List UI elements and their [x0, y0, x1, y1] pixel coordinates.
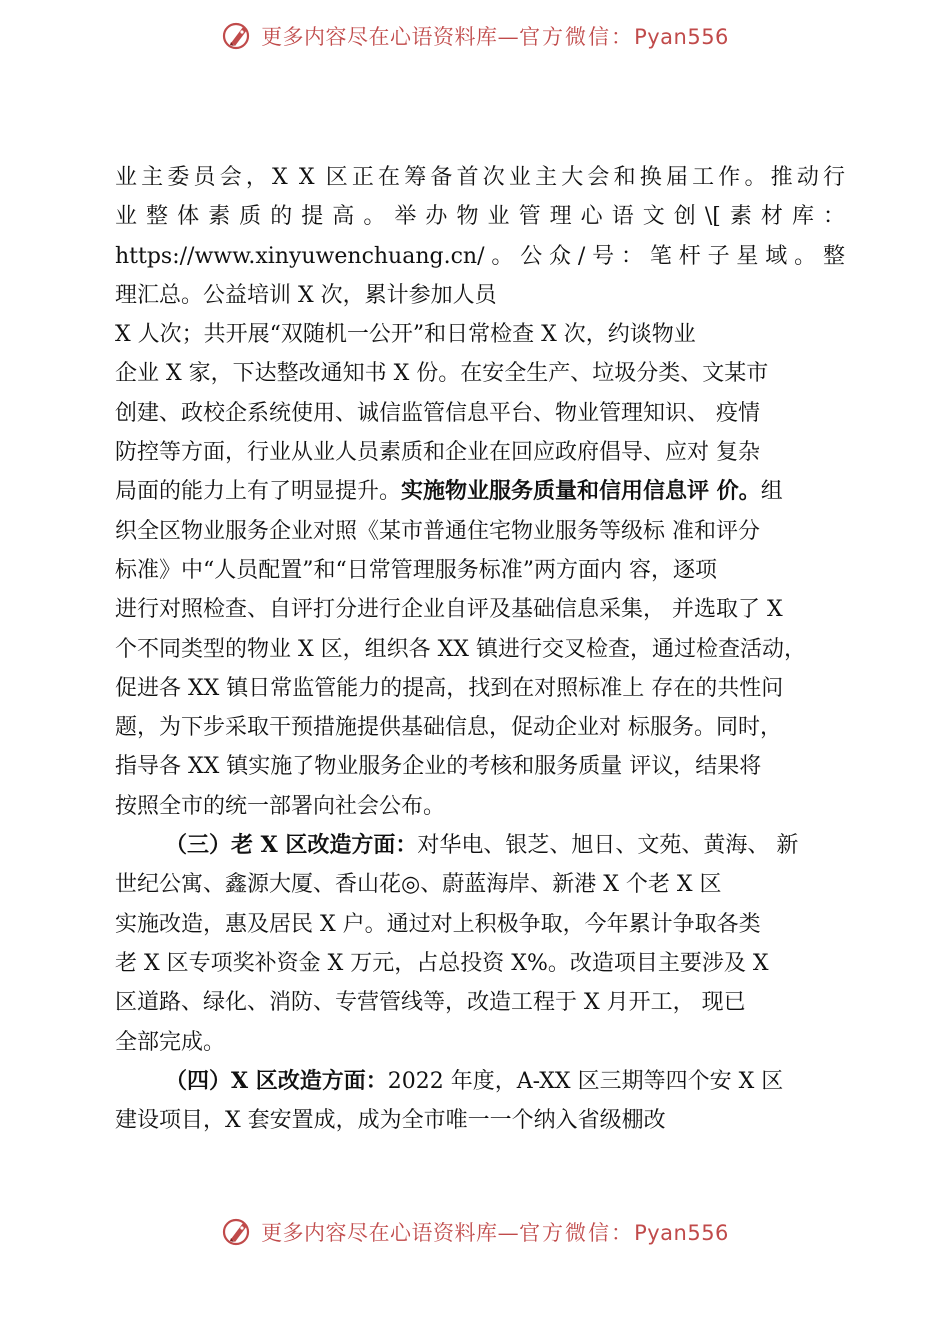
body-line: 实施改造，惠及居民 X 户。通过对上积极争取，今年累计争取各类: [115, 911, 761, 937]
body-line: 世纪公寓、鑫源大厦、香山花◎、蔚蓝海岸、新港 X 个老 X 区: [115, 872, 722, 898]
pen-nib-logo-icon: [221, 1215, 255, 1249]
body-line: 个不同类型的物业 X 区，组织各 XX 镇进行交叉检查，通过检查活动，: [115, 636, 806, 662]
section-heading-old-district: （三）老 X 区改造方面：: [165, 832, 418, 859]
body-text-run: 组: [760, 479, 783, 505]
body-line: 织全区物业服务企业对照《某市普通住宅物业服务等级标 准和评分: [115, 518, 760, 544]
document-body: [115, 158, 845, 1140]
body-line: 业整体素质的提高。举办物业管理心语文创\[素材库：: [115, 204, 845, 230]
body-line: 区道路、绿化、消防、专营管线等，改造工程于 X 月开工， 现已: [115, 990, 746, 1016]
body-line: 题，为下步采取干预措施提供基础信息，促动企业对 标服务。同时，: [115, 715, 782, 741]
body-text-run: 对华电、银芝、旭日、文苑、黄海、 新: [417, 833, 799, 859]
body-line: 业主委员会，X X 区正在筹备首次业主大会和换届工作。推动行: [115, 165, 845, 190]
body-line: 防控等方面，行业从业人员素质和企业在回应政府倡导、应对 复杂: [115, 440, 760, 466]
body-line: 标准》中“人员配置”和“日常管理服务标准”两方面内 容，逐项: [115, 557, 717, 583]
header-separator: —: [497, 25, 520, 49]
header-wechat-id: Pyan556: [634, 25, 729, 49]
body-line: 按照全市的统一部署向社会公布。: [115, 793, 446, 819]
body-line: 创建、政校企系统使用、诚信监管信息平台、物业管理知识、 疫情: [115, 400, 760, 426]
header-banner: [0, 16, 950, 56]
body-line: 促进各 XX 镇日常监管能力的提高，找到在对照标准上 存在的共性问: [115, 675, 784, 701]
body-line: 进行对照检查、自评打分进行企业自评及基础信息采集， 并选取了 X: [115, 597, 783, 623]
body-line: [115, 472, 845, 511]
body-line: [115, 826, 845, 865]
body-line: [115, 1062, 845, 1101]
body-text-run: 2022 年度，A-XX 区三期等四个安 X 区: [387, 1068, 784, 1094]
footer-separator: —: [497, 1221, 520, 1245]
footer-brand-text: 更多内容尽在心语资料库: [261, 1221, 498, 1245]
footer-wechat-id: Pyan556: [634, 1221, 729, 1245]
body-line: 理汇总。公益培训 X 次，累计参加人员: [115, 282, 497, 308]
body-line: https://www.xinyuwenchuang.cn/。公众/号：笔杆子星域。整: [115, 243, 845, 269]
header-wechat-label: 官方微信：: [519, 25, 635, 49]
body-text-run: 局面的能力上有了明显提升。: [115, 479, 402, 505]
body-line: X 人次；共开展“双随机一公开”和日常检查 X 次，约谈物业: [115, 322, 696, 348]
pen-nib-logo-icon: [221, 19, 255, 53]
footer-banner: [0, 1212, 950, 1252]
body-line: 全部完成。: [115, 1029, 226, 1055]
body-line: 老 X 区专项奖补资金 X 万元，占总投资 X%。改造项目主要涉及 X: [115, 950, 769, 976]
footer-wechat-label: 官方微信：: [519, 1221, 635, 1245]
body-line: 企业 X 家，下达整改通知书 X 份。在安全生产、垃圾分类、文某市: [115, 361, 769, 387]
body-line: 指导各 XX 镇实施了物业服务企业的考核和服务质量 评议，结果将: [115, 754, 762, 780]
body-line: 建设项目，X 套安置成，成为全市唯一一个纳入省级棚改: [115, 1108, 666, 1134]
section-heading-district-renovation: （四）X 区改造方面：: [165, 1067, 388, 1094]
section-heading-quality-evaluation: 实施物业服务质量和信用信息评 价。: [401, 478, 761, 505]
header-brand-text: 更多内容尽在心语资料库: [261, 25, 498, 49]
